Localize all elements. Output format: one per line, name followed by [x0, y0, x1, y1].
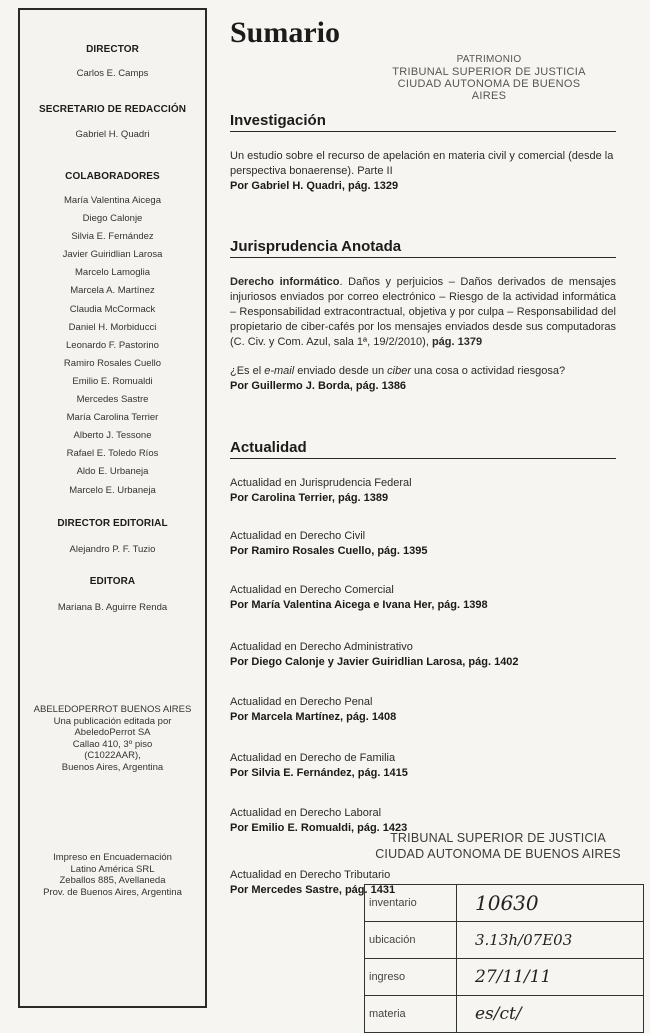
inventory-label: ingreso: [365, 959, 457, 996]
question-text: enviado desde un: [294, 365, 388, 377]
publisher-line: Callao 410, 3º piso: [72, 738, 153, 750]
colaborador-name: Silvia E. Fernández: [71, 231, 154, 243]
inventory-value: 3.13h/07E03: [457, 922, 644, 959]
inventory-value: 27/11/11: [457, 959, 644, 996]
show-through-text: [350, 92, 353, 104]
editora-name: Mariana B. Aguirre Renda: [57, 602, 168, 613]
actualidad-area: Actualidad en Derecho de Familia: [230, 752, 396, 764]
printer-line: Impreso en Encuadernación: [53, 852, 172, 863]
actualidad-area: Actualidad en Derecho Comercial: [230, 584, 394, 596]
investigacion-entry: [230, 149, 616, 194]
entry-summary: . Daños y perjuicios – Daños derivados de mensajes injuriosos enviados por correo electrónico – Riesgo de la actividad informática – Responsabilidad extracontractual, objetiva y por culpa – Responsabilidad del propietario de ciber-cafés por los mensajes enviados desde sus computadoras (C. Civ. y Com. Azul, sala 1ª, 19/2/2010),: [230, 276, 616, 348]
director-name: Carlos E. Camps: [76, 68, 149, 79]
actualidad-item: [230, 583, 616, 613]
actualidad-item: [230, 751, 616, 781]
question-text: una cosa o actividad riesgosa?: [411, 365, 566, 377]
actualidad-area: Actualidad en Derecho Tributario: [230, 869, 391, 881]
secretario-heading: SECRETARIO DE REDACCIÓN: [38, 104, 187, 115]
actualidad-area: Actualidad en Derecho Civil: [230, 530, 366, 542]
printer-line: Zeballos 885, Avellaneda: [59, 875, 166, 887]
entry-description: Un estudio sobre el recurso de apelación en materia civil y comercial (desde la perspectiva bonaerense). Parte II: [230, 150, 614, 177]
tribunal-stamp: [368, 830, 628, 862]
question-text: ¿Es el: [230, 365, 265, 377]
director-editorial-block: [20, 518, 205, 555]
entry-byline: Por Carolina Terrier, pág. 1389: [230, 492, 389, 504]
question-emphasis: ciber: [387, 365, 411, 377]
publisher-line: Buenos Aires, Argentina: [61, 761, 164, 773]
inventory-label: ubicación: [365, 922, 457, 959]
entry-byline: Por Ramiro Rosales Cuello, pág. 1395: [230, 545, 428, 557]
colaborador-name: Ramiro Rosales Cuello: [63, 357, 162, 369]
colaborador-name: Javier Guiridlian Larosa: [62, 249, 163, 261]
actualidad-area: Actualidad en Derecho Penal: [230, 696, 373, 708]
secretario-block: [20, 104, 205, 140]
page-title: Sumario: [230, 16, 341, 49]
patrimonio-stamp: [384, 54, 594, 102]
entry-byline: Por Silvia E. Fernández, pág. 1415: [230, 767, 408, 779]
stamp-line: TRIBUNAL SUPERIOR DE JUSTICIA: [392, 66, 586, 78]
actualidad-item: [230, 529, 616, 559]
colaborador-name: Marcela A. Martínez: [70, 285, 155, 297]
printer-line: Prov. de Buenos Aires, Argentina: [43, 886, 182, 898]
inventory-row: [365, 885, 644, 922]
actualidad-area: Actualidad en Derecho Laboral: [230, 807, 382, 819]
actualidad-area: Actualidad en Jurisprudencia Federal: [230, 477, 412, 489]
editora-heading: EDITORA: [89, 576, 136, 587]
colaborador-name: Diego Calonje: [82, 213, 143, 225]
colaboradores-block: [20, 171, 205, 500]
editora-block: [20, 576, 205, 613]
colaborador-name: Marcelo Lamoglia: [75, 267, 150, 279]
actualidad-item: [230, 695, 616, 725]
entry-page: pág. 1379: [431, 336, 483, 348]
director-heading: DIRECTOR: [86, 44, 139, 55]
entry-byline: Por Emilio E. Romualdi, pág. 1423: [230, 822, 408, 834]
entry-byline: Por Guillermo J. Borda, pág. 1386: [230, 380, 407, 392]
section-heading-jurisprudencia: Jurisprudencia Anotada: [230, 238, 616, 258]
inventory-label: inventario: [365, 885, 457, 922]
inventory-row: [365, 996, 644, 1033]
publisher-line: Una publicación editada por: [53, 715, 172, 727]
inventory-stamp: [364, 884, 644, 1033]
colaborador-name: Alberto J. Tessone: [73, 430, 152, 442]
colaborador-name: Leonardo F. Pastorino: [66, 339, 159, 351]
publisher-block: [20, 704, 205, 774]
director-editorial-heading: DIRECTOR EDITORIAL: [57, 518, 168, 529]
stamp-line: CIUDAD AUTONOMA DE BUENOS AIRES: [397, 78, 581, 102]
actualidad-area: Actualidad en Derecho Administrativo: [230, 641, 413, 653]
entry-description: [230, 275, 616, 350]
jurisprudencia-entry: [230, 275, 616, 350]
masthead-sidebar: [18, 8, 207, 1008]
stamp-line: PATRIMONIO: [456, 54, 522, 65]
entry-question: [230, 364, 616, 379]
printer-block: [20, 852, 205, 898]
publisher-line: (C1022AAR),: [84, 750, 141, 762]
colaboradores-heading: COLABORADORES: [65, 171, 160, 182]
colaborador-name: Marcelo E. Urbaneja: [69, 484, 156, 496]
inventory-row: [365, 959, 644, 996]
director-editorial-name: Alejandro P. F. Tuzio: [69, 544, 156, 555]
question-emphasis: e-mail: [264, 365, 295, 377]
printer-line: Latino América SRL: [70, 863, 155, 875]
inventory-label: materia: [365, 996, 457, 1033]
colaborador-name: Aldo E. Urbaneja: [76, 466, 149, 478]
section-heading-investigacion: Investigación: [230, 112, 616, 132]
entry-byline: Por María Valentina Aicega e Ivana Her, pág. 1398: [230, 599, 488, 611]
colaborador-name: Emilio E. Romualdi: [72, 375, 153, 387]
inventory-value: es/ct/: [457, 996, 644, 1033]
actualidad-item: [230, 476, 616, 506]
section-heading-actualidad: Actualidad: [230, 439, 616, 459]
secretario-name: Gabriel H. Quadri: [75, 129, 150, 140]
publisher-line: AbeledoPerrot SA: [74, 727, 151, 739]
colaborador-name: María Valentina Aicega: [64, 195, 161, 206]
entry-byline: Por Marcela Martínez, pág. 1408: [230, 711, 397, 723]
inventory-value: 10630: [457, 885, 644, 922]
stamp-line: CIUDAD AUTONOMA DE BUENOS AIRES: [375, 847, 621, 861]
inventory-row: [365, 922, 644, 959]
colaborador-name: Daniel H. Morbiducci: [68, 321, 157, 333]
entry-byline: Por Diego Calonje y Javier Guiridlian Larosa, pág. 1402: [230, 656, 519, 668]
colaboradores-list: [20, 192, 205, 500]
actualidad-item: [230, 640, 616, 670]
director-block: [20, 44, 205, 79]
entry-topic: Derecho informático: [230, 276, 340, 288]
jurisprudencia-comment-entry: [230, 364, 616, 394]
colaborador-name: Claudia McCormack: [69, 303, 156, 315]
entry-byline: Por Gabriel H. Quadri, pág. 1329: [230, 180, 399, 192]
colaborador-name: María Carolina Terrier: [66, 412, 159, 424]
publisher-line: ABELEDOPERROT BUENOS AIRES: [33, 704, 192, 715]
colaborador-name: Mercedes Sastre: [76, 394, 149, 406]
stamp-line: TRIBUNAL SUPERIOR DE JUSTICIA: [390, 831, 606, 845]
entry-byline: Por Mercedes Sastre, pág. 1431: [230, 884, 396, 896]
colaborador-name: Rafael E. Toledo Ríos: [66, 448, 159, 460]
